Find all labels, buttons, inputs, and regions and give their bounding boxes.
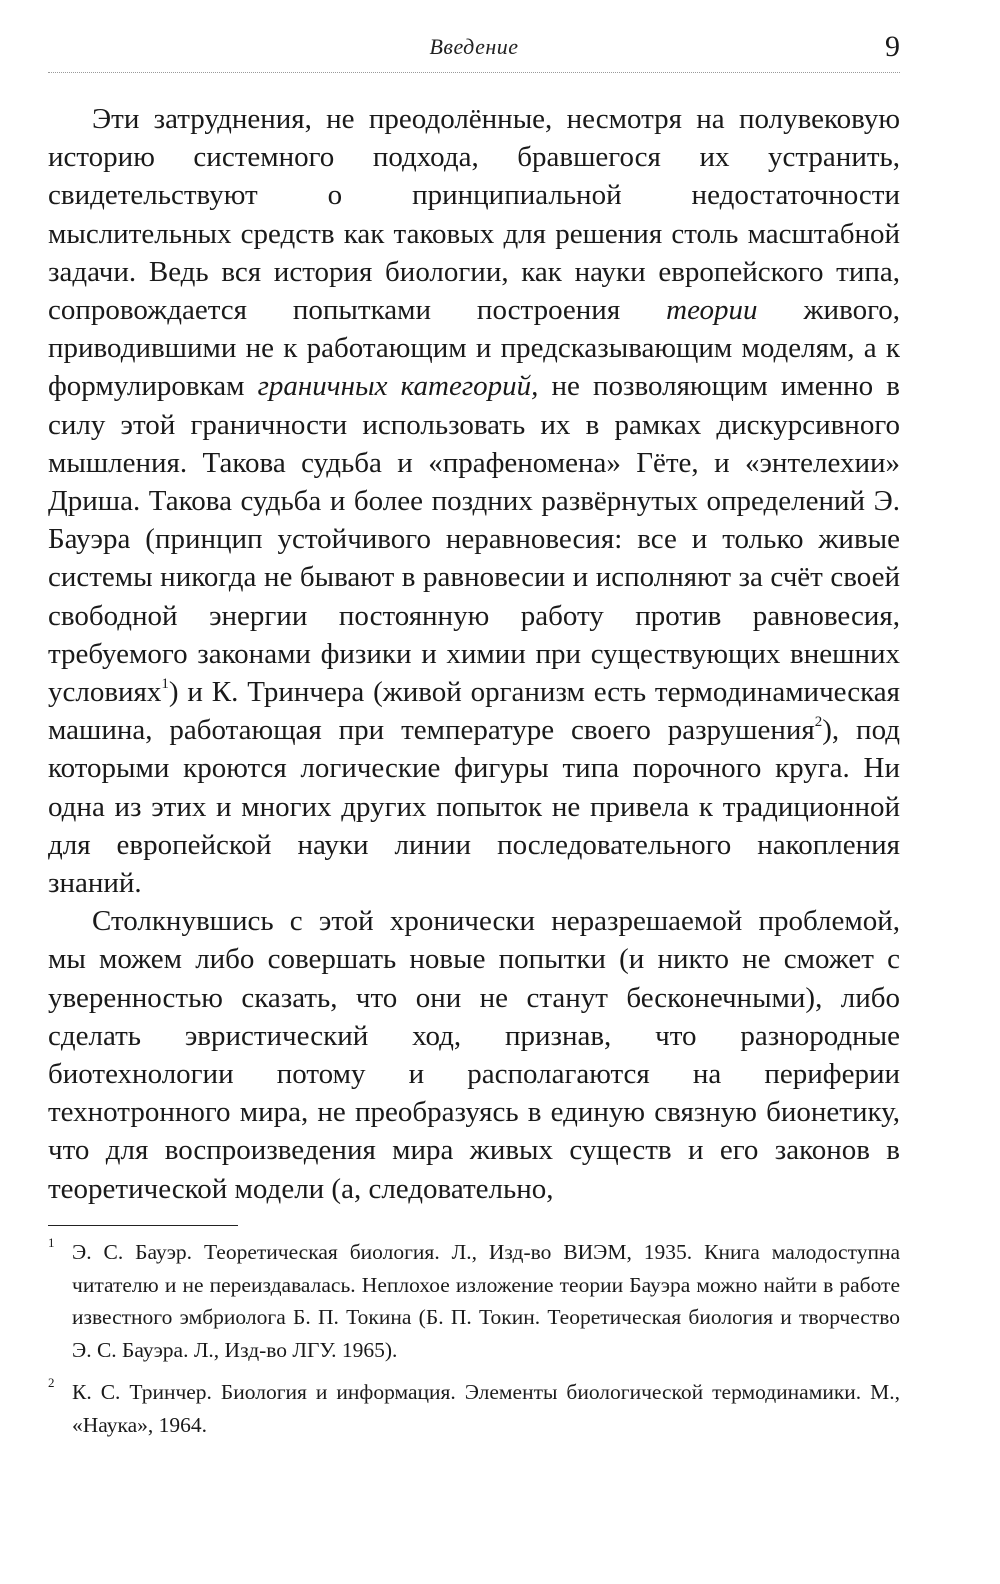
footnote-text: К. С. Тринчер. Биология и информация. Элементы биологической термодинамики. М., «Наука», 1964. <box>72 1380 900 1437</box>
running-header <box>48 28 900 73</box>
footnote-marker: 1 <box>48 1235 55 1250</box>
paragraph-1 <box>48 100 900 902</box>
footnote-ref-1: 1 <box>161 676 169 693</box>
italic-term-boundary-categories: граничных категорий, <box>257 370 539 403</box>
footnote-text: Э. С. Бауэр. Теоретическая биология. Л., Изд-во ВИЭМ, 1935. Книга малодоступна читателю и не переиздавалась. Неплохое изложение теории Бауэра можно найти в работе известного эмбриолога Б. П. Токина (Б. П. Токин. Теоретическая биология и творчество Э. С. Бауэра. Л., Изд-во ЛГУ. 1965). <box>72 1240 900 1362</box>
running-title: Введение <box>429 34 519 59</box>
main-text <box>48 100 900 1208</box>
footnote-separator <box>48 1225 238 1226</box>
footnotes <box>48 1236 900 1451</box>
footnote-1 <box>48 1236 900 1366</box>
page-number: 9 <box>885 30 900 63</box>
paragraph-1-text: не позволяющим именно в силу этой граничности использовать их в рамках дискурсивного мышления. Такова судьба и «прафеномена» Гёте, и «энтелехии» Дриша. Такова судьба и более поздних развёрнутых определений Э. Бауэра (принцип устойчивого неравновесия: все и только живые системы никогда не бывают в равновесии и исполняют за счёт своей свободной энергии постоянную работу против равновесия, требуемого законами физики и химии при существующих внешних условиях <box>48 370 900 709</box>
italic-term-theory: теории <box>666 294 758 327</box>
paragraph-1-text: Эти затруднения, не преодолённые, несмотря на полувековую историю системного подхода, бравшегося их устранить, свидетельствуют о принципиальной недостаточности мыслительных средств как таковых для решения столь масштабной задачи. Ведь вся история биологии, как науки европейского типа, сопровождается попытками построения <box>48 103 900 327</box>
paragraph-1-text: ) и К. Тринчера (живой организм есть термодинамическая машина, работающая при температуре своего разрушения <box>48 676 900 747</box>
paragraph-1-text: живого, приводившими не к работающим и предсказывающим моделям, а к формулировкам <box>48 294 900 403</box>
footnote-marker: 2 <box>48 1375 55 1390</box>
footnote-2 <box>48 1376 900 1441</box>
paragraph-1-text: ), под которыми кроются логические фигуры типа порочного круга. Ни одна из этих и многих других попыток не привела к традиционной для европейской науки линии последовательного накопления знаний. <box>48 714 900 900</box>
footnote-ref-2: 2 <box>814 714 823 731</box>
paragraph-2: Столкнувшись с этой хронически неразрешаемой проблемой, мы можем либо совершать новые попытки (и никто не сможет с уверенностью сказать, что они не станут бесконечными), либо сделать эвристический ход, признав, что разнородные биотехнологии потому и располагаются на периферии технотронного мира, не преобразуясь в единую связную бионетику, что для воспроизведения мира живых существ и его законов в теоретической модели (а, следовательно, <box>48 905 900 1205</box>
